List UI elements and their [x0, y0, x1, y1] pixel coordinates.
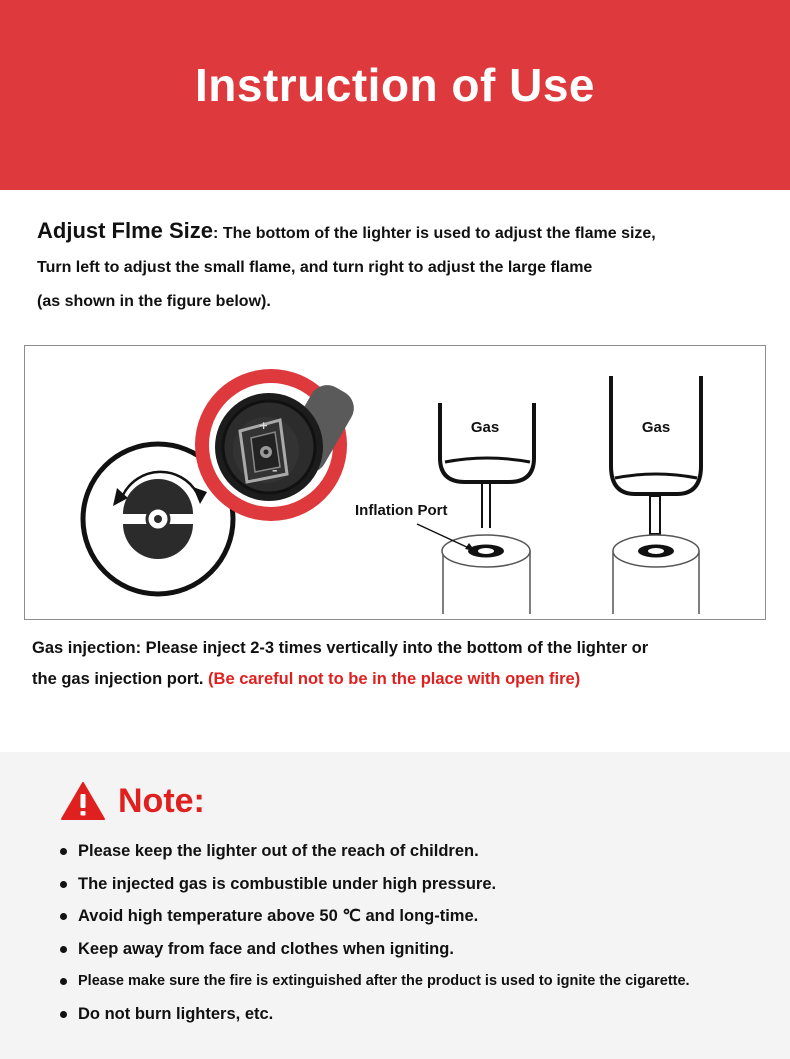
- open-fire-warning: (Be careful not to be in the place with open fire): [208, 670, 581, 688]
- note-item: The injected gas is combustible under high pressure.: [60, 868, 690, 901]
- page-title: Instruction of Use: [194, 59, 596, 111]
- inflation-port-label: Inflation Port: [355, 502, 448, 519]
- adjust-text-1: : The bottom of the lighter is used to adjust the flame size,: [213, 225, 656, 242]
- adjust-flame-section: [37, 214, 777, 319]
- plus-sign: +: [259, 419, 269, 432]
- lighter-base-right-icon: [613, 535, 699, 614]
- note-item: Please make sure the fire is extinguished after the product is used to ignite the cigarette.: [60, 965, 690, 998]
- adjust-line-1: [37, 214, 777, 251]
- instruction-figure: [24, 345, 766, 620]
- gas-injection-text-2: the gas injection port.: [32, 670, 204, 688]
- figure-illustration: [25, 346, 767, 621]
- gas-label-left: Gas: [470, 419, 500, 436]
- page-header: [0, 0, 790, 190]
- gas-injection-line-2: [32, 664, 772, 695]
- gas-injection-section: [32, 633, 772, 695]
- note-list: [60, 835, 690, 1030]
- adjust-text-2: Turn left to adjust the small flame, and turn right to adjust the large flame: [37, 259, 593, 276]
- adjust-text-3: (as shown in the figure below).: [37, 293, 271, 310]
- note-item: Avoid high temperature above 50 ℃ and long-time.: [60, 900, 690, 933]
- note-title: Note:: [118, 781, 205, 820]
- gas-label-right: Gas: [641, 419, 671, 436]
- gas-injection-text-1: Gas injection: Please inject 2-3 times vertically into the bottom of the lighter or: [32, 639, 649, 657]
- note-item: Do not burn lighters, etc.: [60, 998, 690, 1031]
- adjust-heading: Adjust Flme Size: [37, 218, 214, 243]
- lighter-bottom-icon: [195, 369, 360, 521]
- note-item: Please keep the lighter out of the reach of children.: [60, 835, 690, 868]
- note-heading: [60, 778, 205, 824]
- gas-can-right-icon: [611, 376, 701, 534]
- warning-icon: [60, 781, 106, 821]
- lighter-base-left-icon: [442, 535, 530, 614]
- note-item: Keep away from face and clothes when igniting.: [60, 933, 690, 966]
- notes-section: [0, 752, 790, 1059]
- gas-can-left-icon: [440, 403, 534, 528]
- minus-sign: –: [272, 464, 278, 477]
